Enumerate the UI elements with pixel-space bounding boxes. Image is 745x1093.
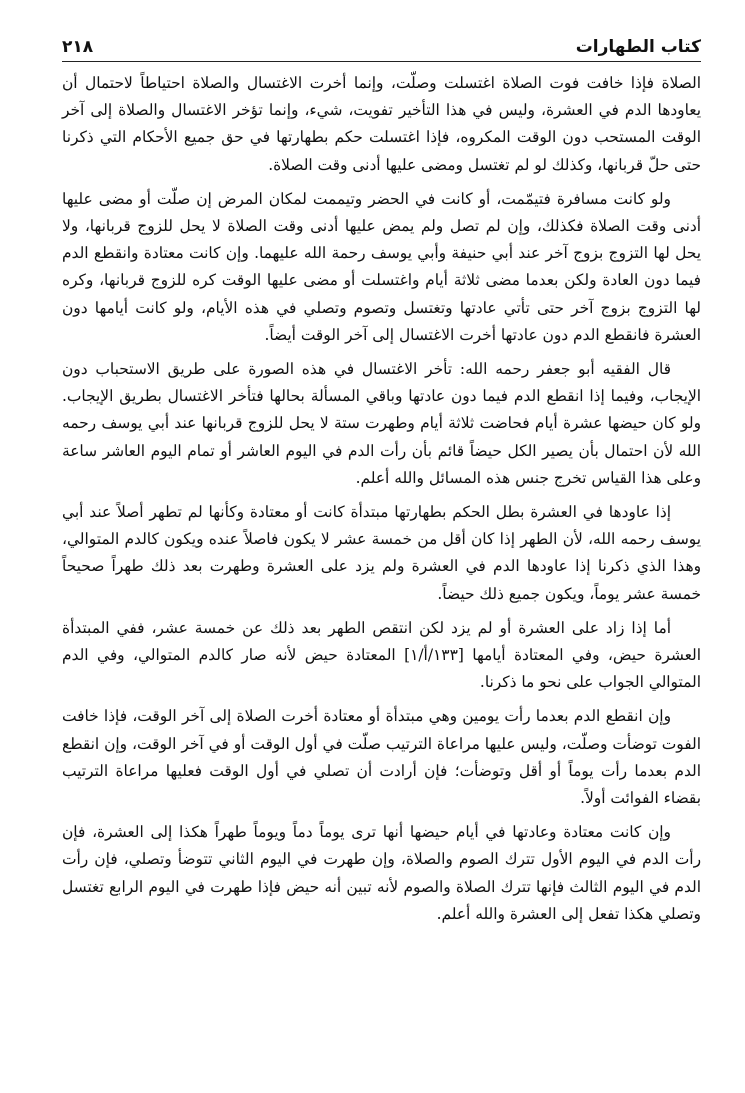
page-body: [62, 70, 701, 928]
paragraph-2: ولو كانت مسافرة فتيمّمت، أو كانت في الحضر وتيممت لمكان المرض إن صلّت أو مضى عليها أدنى وقت الصلاة فكذلك، وإن لم تصل ولم يمض عليها أدنى وقت الصلاة لا يحل للزوج قربانها، ولا يحل لها التزوج بزوج آخر عند أبي حنيفة وأبي يوسف رحمة الله عليهما. وإن كانت معتادة وانقطع الدم فيما دون العادة ولكن بعدما مضى ثلاثة أيام واغتسلت أو مضى عليها الوقت كره للزوج قربانها، وكره لها التزوج بزوج آخر حتى تأتي عادتها وتغتسل وتصوم وتصلي في هذه الأيام، ولو كانت أيامها دون العشرة فانقطع الدم دون عادتها أخرت الاغتسال إلى آخر الوقت أيضاً.: [62, 189, 701, 344]
paragraph-6: وإن انقطع الدم بعدما رأت يومين وهي مبتدأة أو معتادة أخرت الصلاة إلى آخر الوقت، فإذا خافت الفوت توضأت وصلّت، وليس عليها مراعاة الترتيب صلّت في أول الوقت أو في آخر الوقت، وإن انقطع الدم بعدما رأت يوماً أو أقل وتوضأت؛ فإن أرادت أن تصلي في أول الوقت فعليها مراعاة الترتيب بقضاء الفوائت أولاً.: [62, 707, 701, 808]
paragraph-7: وإن كانت معتادة وعادتها في أيام حيضها أنها ترى يوماً دماً ويوماً طهراً هكذا إلى العشرة، فإن رأت الدم في اليوم الأول تترك الصوم والصلاة، وإن طهرت في اليوم الثاني تتوضأ وتصلي، فإن رأت الدم في اليوم الثالث فإنها تترك الصلاة والصوم لأنه تبين أنه حيض فإذا طهرت في اليوم الرابع تغتسل وتصلي هكذا تفعل إلى العشرة والله أعلم.: [62, 823, 701, 923]
paragraph-3: قال الفقيه أبو جعفر رحمه الله: تأخر الاغتسال في هذه الصورة على طريق الاستحباب دون الإيجاب، وفيما إذا انقطع الدم فيما دون عادتها وباقي المسألة بحالها فتأخر الاغتسال بطريق الإيجاب. ولو كان حيضها عشرة أيام فحاضت ثلاثة أيام وطهرت ستة لا يحل للزوج قربانها عند أبي يوسف رحمه الله لأن احتمال بأن يصير الكل حيضاً قائم بأن رأت الدم في اليوم العاشر أو تمام اليوم العاشر ساعة وعلى هذا القياس تخرج جنس هذه المسائل والله أعلم.: [62, 360, 701, 487]
paragraph-4: إذا عاودها في العشرة بطل الحكم بطهارتها مبتدأة كانت أو معتادة وكأنها لم تطهر أصلاً عند أبي يوسف رحمه الله، لأن الطهر إذا كان أقل من خمسة عشر لا يكون فاصلاً عنده ويكون كالدم المتوالي، وهذا الذي ذكرنا إذا عاودها الدم في العشرة ولم يزد على العشرة وطهرت بعد ذلك طهراً صحيحاً خمسة عشر يوماً، ويكون جميع ذلك حيضاً.: [62, 503, 701, 603]
book-title: كتاب الطهارات: [575, 37, 701, 57]
page-header: [62, 32, 701, 62]
book-page: [62, 32, 701, 1072]
page-number: ٢١٨: [62, 37, 94, 57]
paragraph-1: الصلاة فإذا خافت فوت الصلاة اغتسلت وصلّت، وإنما أخرت الاغتسال والصلاة احتياطاً لاحتمال أن يعاودها الدم في العشرة، وليس في هذا التأخير تفويت، شيء، وإنما تؤخر الاغتسال والصلاة إلى آخر الوقت المستحب دون الوقت المكروه، فإذا اغتسلت حكم بطهارتها في حق جميع الأحكام التي ذكرنا حتى حلّ قربانها، وكذلك لو لم تغتسل ومضى عليها أدنى وقت الصلاة.: [62, 74, 701, 174]
paragraph-5: أما إذا زاد على العشرة أو لم يزد لكن انتقص الطهر بعد ذلك عن خمسة عشر، ففي المبتدأة العشرة حيض، وفي المعتادة أيامها [١٣٣/أ/١] المعتادة حيض لأنه صار كالدم المتوالي، وفي الدم المتوالي الجواب على نحو ما ذكرنا.: [62, 618, 701, 692]
